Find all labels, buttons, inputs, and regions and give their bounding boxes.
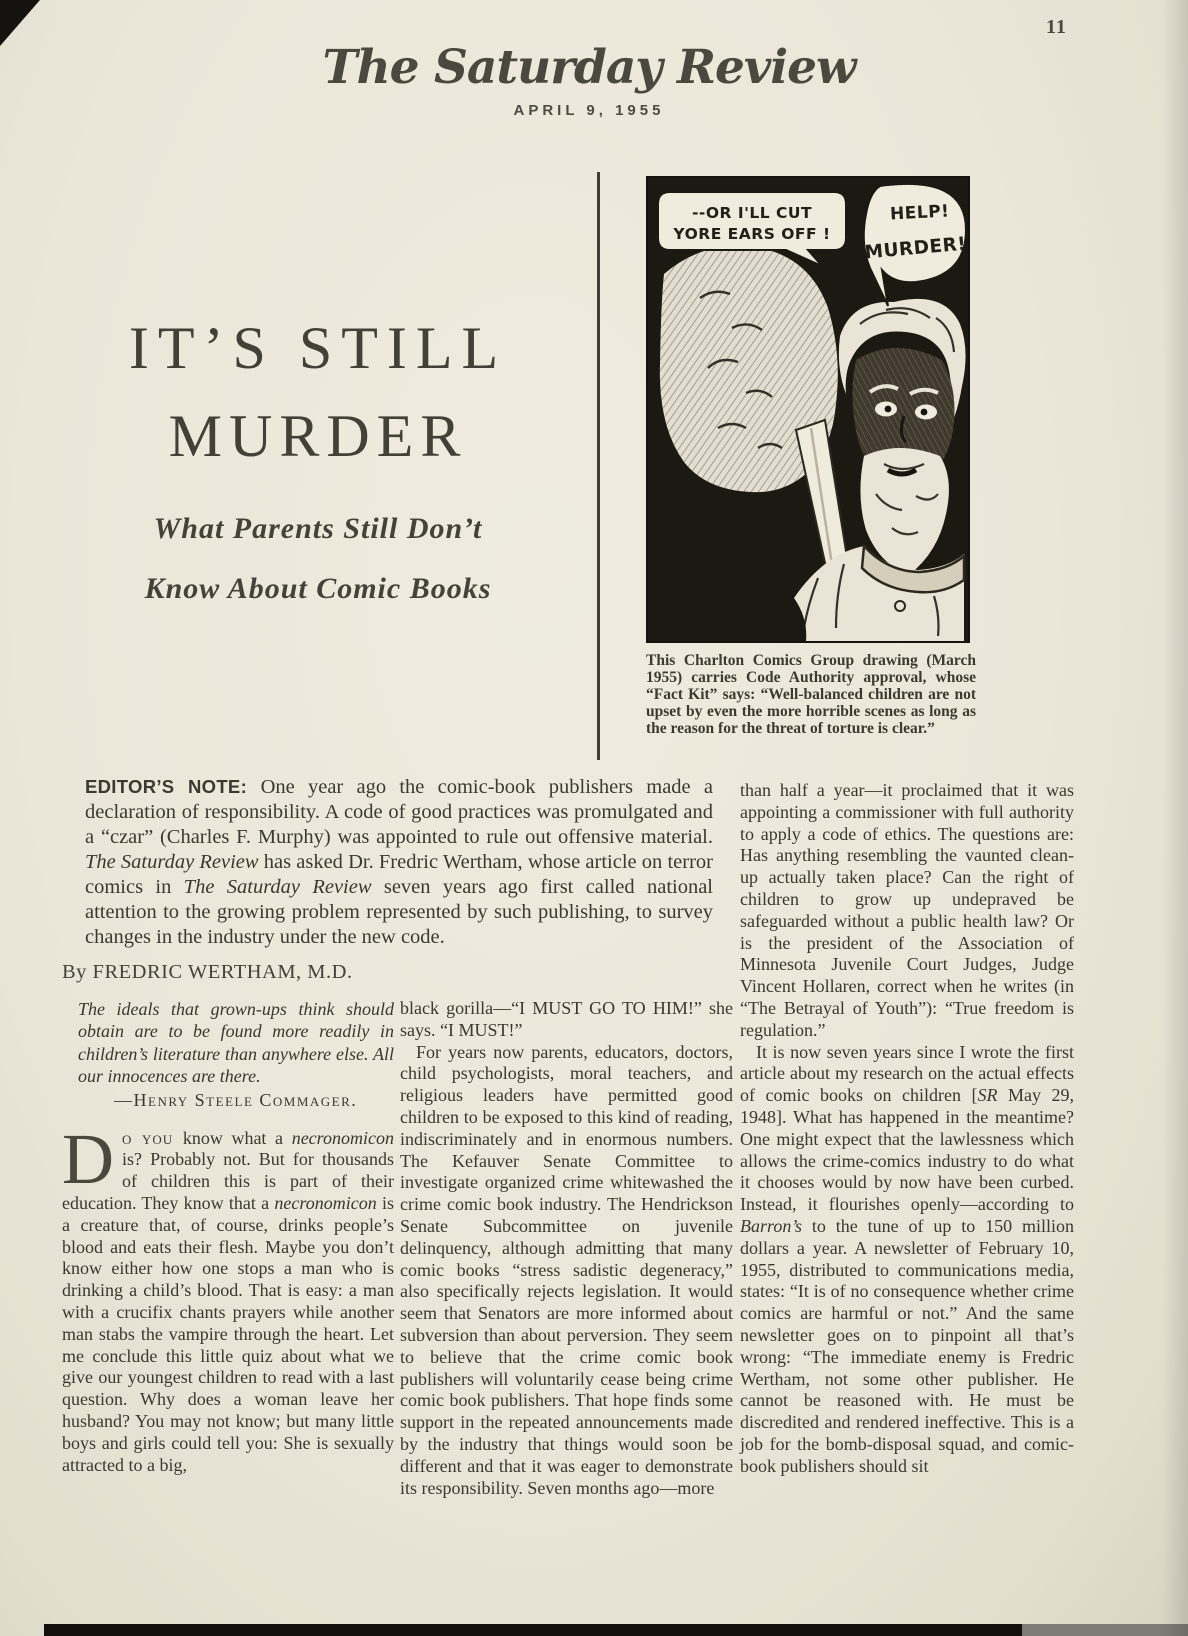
article-subtitle-line2: Know About Comic Books bbox=[144, 572, 492, 605]
body-paragraph: For years now parents, educators, doctors, child psychologists, moral teachers, and religious leaders have permitted good children to be exposed to this kind of reading, indiscriminately and in enormous numbers. The Kefauver Senate Committee to investigate organized crime whitewashed the crime comic book industry. The Hendrickson Senate Subcommittee on juvenile delinquency, although admitting that many comic books “stress sadistic degeneracy,” also specifically rejects legislation. It would seem that Senators are more informed about subversion than about perversion. They seem to believe that the crime comic book publishers will voluntarily cease being crime comic book publishers. That hope finds some support in the repeated announcements made by the industry that things would soon be different and that it was eager to demonstrate its responsibility. Seven months ago—more bbox=[400, 1041, 733, 1498]
epigraph-attribution: —Henry Steele Commager. bbox=[114, 1089, 358, 1110]
byline: By FREDRIC WERTHAM, M.D. bbox=[62, 961, 353, 983]
epigraph: The ideals that grown-ups think should obtain are to be found more readily in children’s literature than anywhere else. All our innocences are there. bbox=[78, 998, 394, 1087]
bubble-threat-line1: --OR I'LL CUT bbox=[691, 204, 813, 222]
comic-caption: This Charlton Comics Group drawing (March 1955) carries Code Authority approval, whose “Fact Kit” says: “Well-balanced children are not upset by even the more horrible scenes as long as the reason for the threat of torture is clear.” bbox=[646, 652, 976, 737]
scan-bottom-edge-right bbox=[1022, 1624, 1188, 1636]
body-paragraph: than half a year—it proclaimed that it was appointing a commissioner with full authority to apply a code of ethics. The questions are: Has anything resembling the vaunted clean-up actually taken place? Can the right of children to grow up undepraved be safeguarded without a public health law? Or is the president of the Association of Minnesota Juvenile Court Judges, Judge Vincent Hollaren, correct when he writes (in “The Betrayal of Youth”): “True freedom is regulation.” bbox=[740, 780, 1074, 1040]
page-number: 11 bbox=[1046, 16, 1067, 38]
bubble-help-line2: MURDER! bbox=[863, 233, 968, 264]
body-paragraph: It is now seven years since I wrote the first article about my research on the actual effects of comic books on children [SR May 29, 1948]. What has happened in the meantime? One might expect that the lawlessness which allows the crime-comics industry to do what it chooses would by now have been curbed. Instead, it flourishes openly—according to Barron’s to the tune of up to 150 million dollars a year. A newsletter of February 10, 1955, distributed to communications media, states: “It is of no consequence whether crime comics are harmful or not.” And the same newsletter goes on to pinpoint all that’s wrong: “The immediate enemy is Fredric Wertham, not some other publisher. He cannot be reasoned with. He must be discredited and rendered ineffective. This is a job for the bomb-disposal squad, and comic-book publishers should sit bbox=[740, 1041, 1074, 1476]
editors-note: EDITOR’S NOTE: One year ago the comic-book publishers made a declaration of responsibility. A code of good practices was promulgated and a “czar” (Charles F. Murphy) was appointed to rule out offensive material. The Saturday Review has asked Dr. Fredric Wertham, whose article on terror comics in The Saturday Review seven years ago first called national attention to the growing problem represented by such publishing, to survey changes in the industry under the new code. bbox=[85, 776, 714, 948]
comic-illustration bbox=[646, 176, 976, 737]
issue-date: APRIL 9, 1955 bbox=[513, 102, 665, 119]
vertical-divider bbox=[597, 172, 600, 760]
paragraph-text: o you know what a necronomicon is? Probably not. But for thousands of children this is part of their education. They know that a necronomicon is a creature that, of course, drinks people’s blood and eats their flesh. Maybe you don’t know either how one stops a man who is drinking a child’s blood. That is easy: a man with a crucifix chants prayers while another man stabs the vampire through the heart. Let me conclude this little quiz about what we give our youngest children to read with a last question. Why does a woman leave her husband? You may not know; but many little boys and girls could tell you: She is sexually attracted to a big, bbox=[62, 1127, 395, 1475]
column-1 bbox=[62, 962, 394, 1476]
scan-bottom-edge bbox=[44, 1624, 1022, 1636]
column-2 bbox=[400, 998, 733, 1499]
comic-panel bbox=[646, 176, 970, 643]
bubble-threat-line2: YORE EARS OFF ! bbox=[673, 225, 831, 243]
article-subtitle-line1: What Parents Still Don’t bbox=[153, 512, 483, 545]
article-title-line2: MURDER bbox=[168, 403, 468, 469]
bubble-help-line1: HELP! bbox=[889, 201, 950, 225]
body-paragraph: black gorilla—“I MUST GO TO HIM!” she says. “I MUST!” bbox=[400, 998, 733, 1040]
drop-cap: D bbox=[62, 1118, 114, 1199]
masthead-title: The Saturday Review bbox=[322, 40, 856, 95]
column-3 bbox=[740, 780, 1074, 1478]
article-title-block bbox=[58, 315, 578, 605]
body-paragraph bbox=[62, 1118, 395, 1477]
article-title-line1: IT’S STILL bbox=[128, 315, 508, 381]
